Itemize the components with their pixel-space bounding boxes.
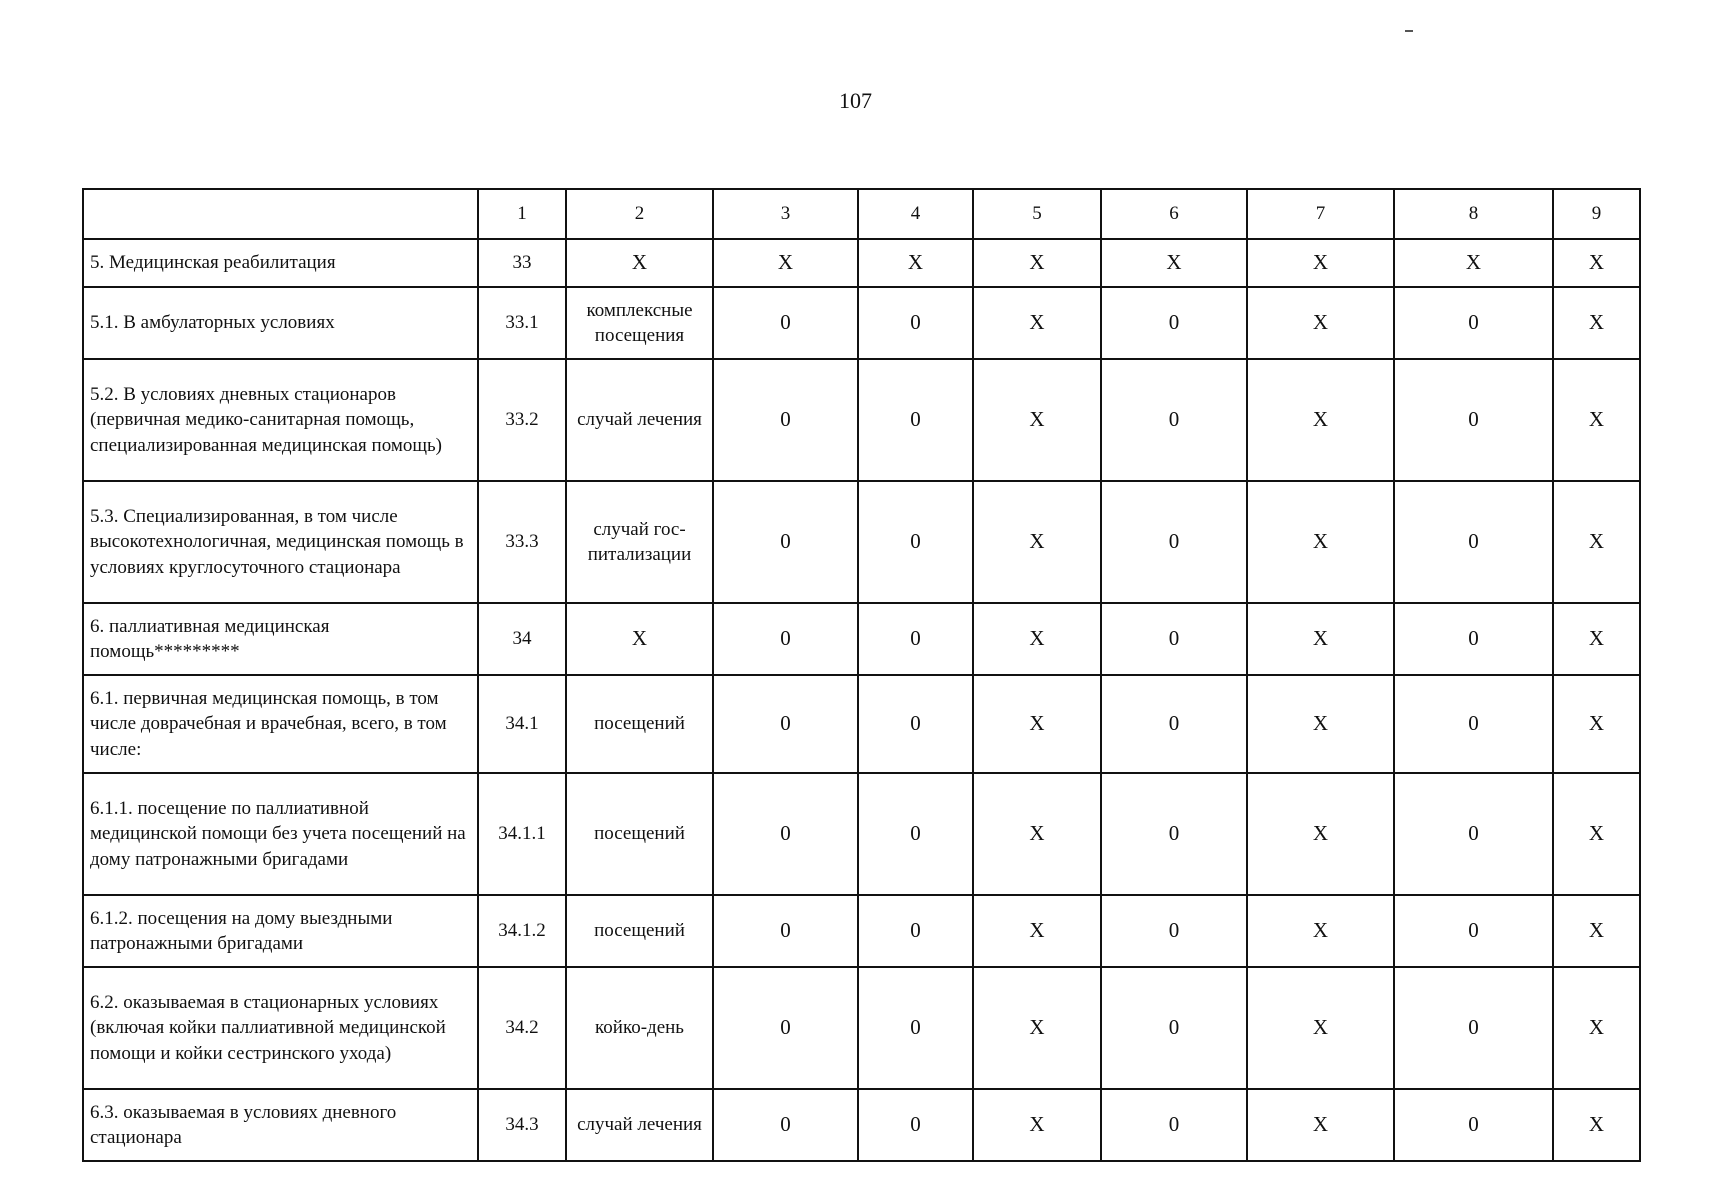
cell-col4: 0 bbox=[858, 603, 973, 675]
cell-col7: X bbox=[1247, 773, 1394, 895]
header-cell: 2 bbox=[566, 189, 713, 239]
table-row bbox=[83, 359, 1640, 481]
cell-col9: X bbox=[1553, 773, 1640, 895]
header-cell: 9 bbox=[1553, 189, 1640, 239]
cell-col6: 0 bbox=[1101, 1089, 1247, 1161]
cell-col7: X bbox=[1247, 895, 1394, 967]
cell-col7: X bbox=[1247, 967, 1394, 1089]
cell-col9: X bbox=[1553, 239, 1640, 287]
cell-col9: X bbox=[1553, 481, 1640, 603]
cell-col9: X bbox=[1553, 895, 1640, 967]
row-label: 6.1. первичная медицинская помощь, в том числе доврачебная и врачебная, всего, в том числе: bbox=[83, 675, 478, 773]
cell-col5: X bbox=[973, 895, 1101, 967]
cell-col7: X bbox=[1247, 481, 1394, 603]
cell-col4: X bbox=[858, 239, 973, 287]
cell-col8: X bbox=[1394, 239, 1553, 287]
cell-col3: 0 bbox=[713, 481, 858, 603]
table-row bbox=[83, 895, 1640, 967]
cell-col9: X bbox=[1553, 1089, 1640, 1161]
cell-col8: 0 bbox=[1394, 287, 1553, 359]
cell-col6: X bbox=[1101, 239, 1247, 287]
row-unit: случай лечения bbox=[566, 1089, 713, 1161]
cell-col6: 0 bbox=[1101, 675, 1247, 773]
table-row bbox=[83, 773, 1640, 895]
table-row bbox=[83, 603, 1640, 675]
cell-col5: X bbox=[973, 481, 1101, 603]
cell-col9: X bbox=[1553, 967, 1640, 1089]
header-row bbox=[83, 189, 1640, 239]
row-code: 33.2 bbox=[478, 359, 566, 481]
cell-col6: 0 bbox=[1101, 481, 1247, 603]
row-label: 6.3. оказываемая в условиях дневного стационара bbox=[83, 1089, 478, 1161]
cell-col3: X bbox=[713, 239, 858, 287]
row-unit: комплексные посещения bbox=[566, 287, 713, 359]
header-cell: 4 bbox=[858, 189, 973, 239]
cell-col3: 0 bbox=[713, 675, 858, 773]
cell-col4: 0 bbox=[858, 359, 973, 481]
cell-col3: 0 bbox=[713, 1089, 858, 1161]
cell-col4: 0 bbox=[858, 895, 973, 967]
cell-col7: X bbox=[1247, 603, 1394, 675]
cell-col3: 0 bbox=[713, 967, 858, 1089]
cell-col5: X bbox=[973, 359, 1101, 481]
table-row bbox=[83, 1089, 1640, 1161]
cell-col4: 0 bbox=[858, 675, 973, 773]
cell-col5: X bbox=[973, 287, 1101, 359]
table-row bbox=[83, 239, 1640, 287]
row-unit: X bbox=[566, 603, 713, 675]
row-label: 5.2. В условиях дневных стационаров (первичная медико-санитарная помощь, специализированная медицинская помощь) bbox=[83, 359, 478, 481]
row-label: 6.1.2. посещения на дому выездными патронажными бригадами bbox=[83, 895, 478, 967]
row-unit: посещений bbox=[566, 895, 713, 967]
row-label: 5. Медицинская реабилитация bbox=[83, 239, 478, 287]
row-code: 34.1.2 bbox=[478, 895, 566, 967]
table-row bbox=[83, 287, 1640, 359]
cell-col8: 0 bbox=[1394, 481, 1553, 603]
cell-col5: X bbox=[973, 239, 1101, 287]
cell-col6: 0 bbox=[1101, 773, 1247, 895]
row-code: 33 bbox=[478, 239, 566, 287]
cell-col7: X bbox=[1247, 239, 1394, 287]
cell-col9: X bbox=[1553, 603, 1640, 675]
row-label: 5.3. Специализированная, в том числе высокотехнологичная, медицинская помощь в условиях круглосуточного стационара bbox=[83, 481, 478, 603]
row-label: 6.1.1. посещение по паллиативной медицинской помощи без учета посещений на дому патронажными бригадами bbox=[83, 773, 478, 895]
cell-col5: X bbox=[973, 967, 1101, 1089]
header-cell: 5 bbox=[973, 189, 1101, 239]
cell-col4: 0 bbox=[858, 1089, 973, 1161]
row-unit: койко-день bbox=[566, 967, 713, 1089]
row-unit: случай гос-питализации bbox=[566, 481, 713, 603]
cell-col7: X bbox=[1247, 675, 1394, 773]
header-cell: 6 bbox=[1101, 189, 1247, 239]
cell-col6: 0 bbox=[1101, 359, 1247, 481]
row-label: 6.2. оказываемая в стационарных условиях (включая койки паллиативной медицинской помощи и койки сестринского ухода) bbox=[83, 967, 478, 1089]
cell-col3: 0 bbox=[713, 773, 858, 895]
cell-col7: X bbox=[1247, 359, 1394, 481]
scan-mark bbox=[1405, 30, 1413, 32]
cell-col8: 0 bbox=[1394, 1089, 1553, 1161]
cell-col8: 0 bbox=[1394, 603, 1553, 675]
cell-col5: X bbox=[973, 773, 1101, 895]
header-cell: 7 bbox=[1247, 189, 1394, 239]
row-label: 5.1. В амбулаторных условиях bbox=[83, 287, 478, 359]
cell-col6: 0 bbox=[1101, 895, 1247, 967]
cell-col5: X bbox=[973, 1089, 1101, 1161]
cell-col3: 0 bbox=[713, 603, 858, 675]
row-label: 6. паллиативная медицинская помощь********* bbox=[83, 603, 478, 675]
row-code: 33.3 bbox=[478, 481, 566, 603]
cell-col3: 0 bbox=[713, 359, 858, 481]
row-code: 34.1.1 bbox=[478, 773, 566, 895]
cell-col9: X bbox=[1553, 287, 1640, 359]
cell-col5: X bbox=[973, 675, 1101, 773]
header-cell: 8 bbox=[1394, 189, 1553, 239]
header-cell bbox=[83, 189, 478, 239]
cell-col8: 0 bbox=[1394, 967, 1553, 1089]
cell-col8: 0 bbox=[1394, 675, 1553, 773]
row-code: 34.3 bbox=[478, 1089, 566, 1161]
table-row bbox=[83, 967, 1640, 1089]
row-code: 34.2 bbox=[478, 967, 566, 1089]
cell-col3: 0 bbox=[713, 895, 858, 967]
cell-col6: 0 bbox=[1101, 967, 1247, 1089]
cell-col3: 0 bbox=[713, 287, 858, 359]
header-cell: 1 bbox=[478, 189, 566, 239]
cell-col8: 0 bbox=[1394, 895, 1553, 967]
cell-col4: 0 bbox=[858, 773, 973, 895]
row-code: 34.1 bbox=[478, 675, 566, 773]
row-unit: посещений bbox=[566, 675, 713, 773]
report-table bbox=[82, 188, 1641, 1162]
row-unit: X bbox=[566, 239, 713, 287]
cell-col8: 0 bbox=[1394, 359, 1553, 481]
cell-col5: X bbox=[973, 603, 1101, 675]
cell-col7: X bbox=[1247, 1089, 1394, 1161]
cell-col4: 0 bbox=[858, 481, 973, 603]
row-unit: случай лечения bbox=[566, 359, 713, 481]
cell-col4: 0 bbox=[858, 967, 973, 1089]
row-code: 34 bbox=[478, 603, 566, 675]
cell-col6: 0 bbox=[1101, 287, 1247, 359]
cell-col9: X bbox=[1553, 359, 1640, 481]
cell-col7: X bbox=[1247, 287, 1394, 359]
cell-col8: 0 bbox=[1394, 773, 1553, 895]
header-cell: 3 bbox=[713, 189, 858, 239]
row-unit: посещений bbox=[566, 773, 713, 895]
table-row bbox=[83, 481, 1640, 603]
cell-col6: 0 bbox=[1101, 603, 1247, 675]
cell-col9: X bbox=[1553, 675, 1640, 773]
cell-col4: 0 bbox=[858, 287, 973, 359]
table-row bbox=[83, 675, 1640, 773]
row-code: 33.1 bbox=[478, 287, 566, 359]
page-number: 107 bbox=[839, 88, 872, 113]
